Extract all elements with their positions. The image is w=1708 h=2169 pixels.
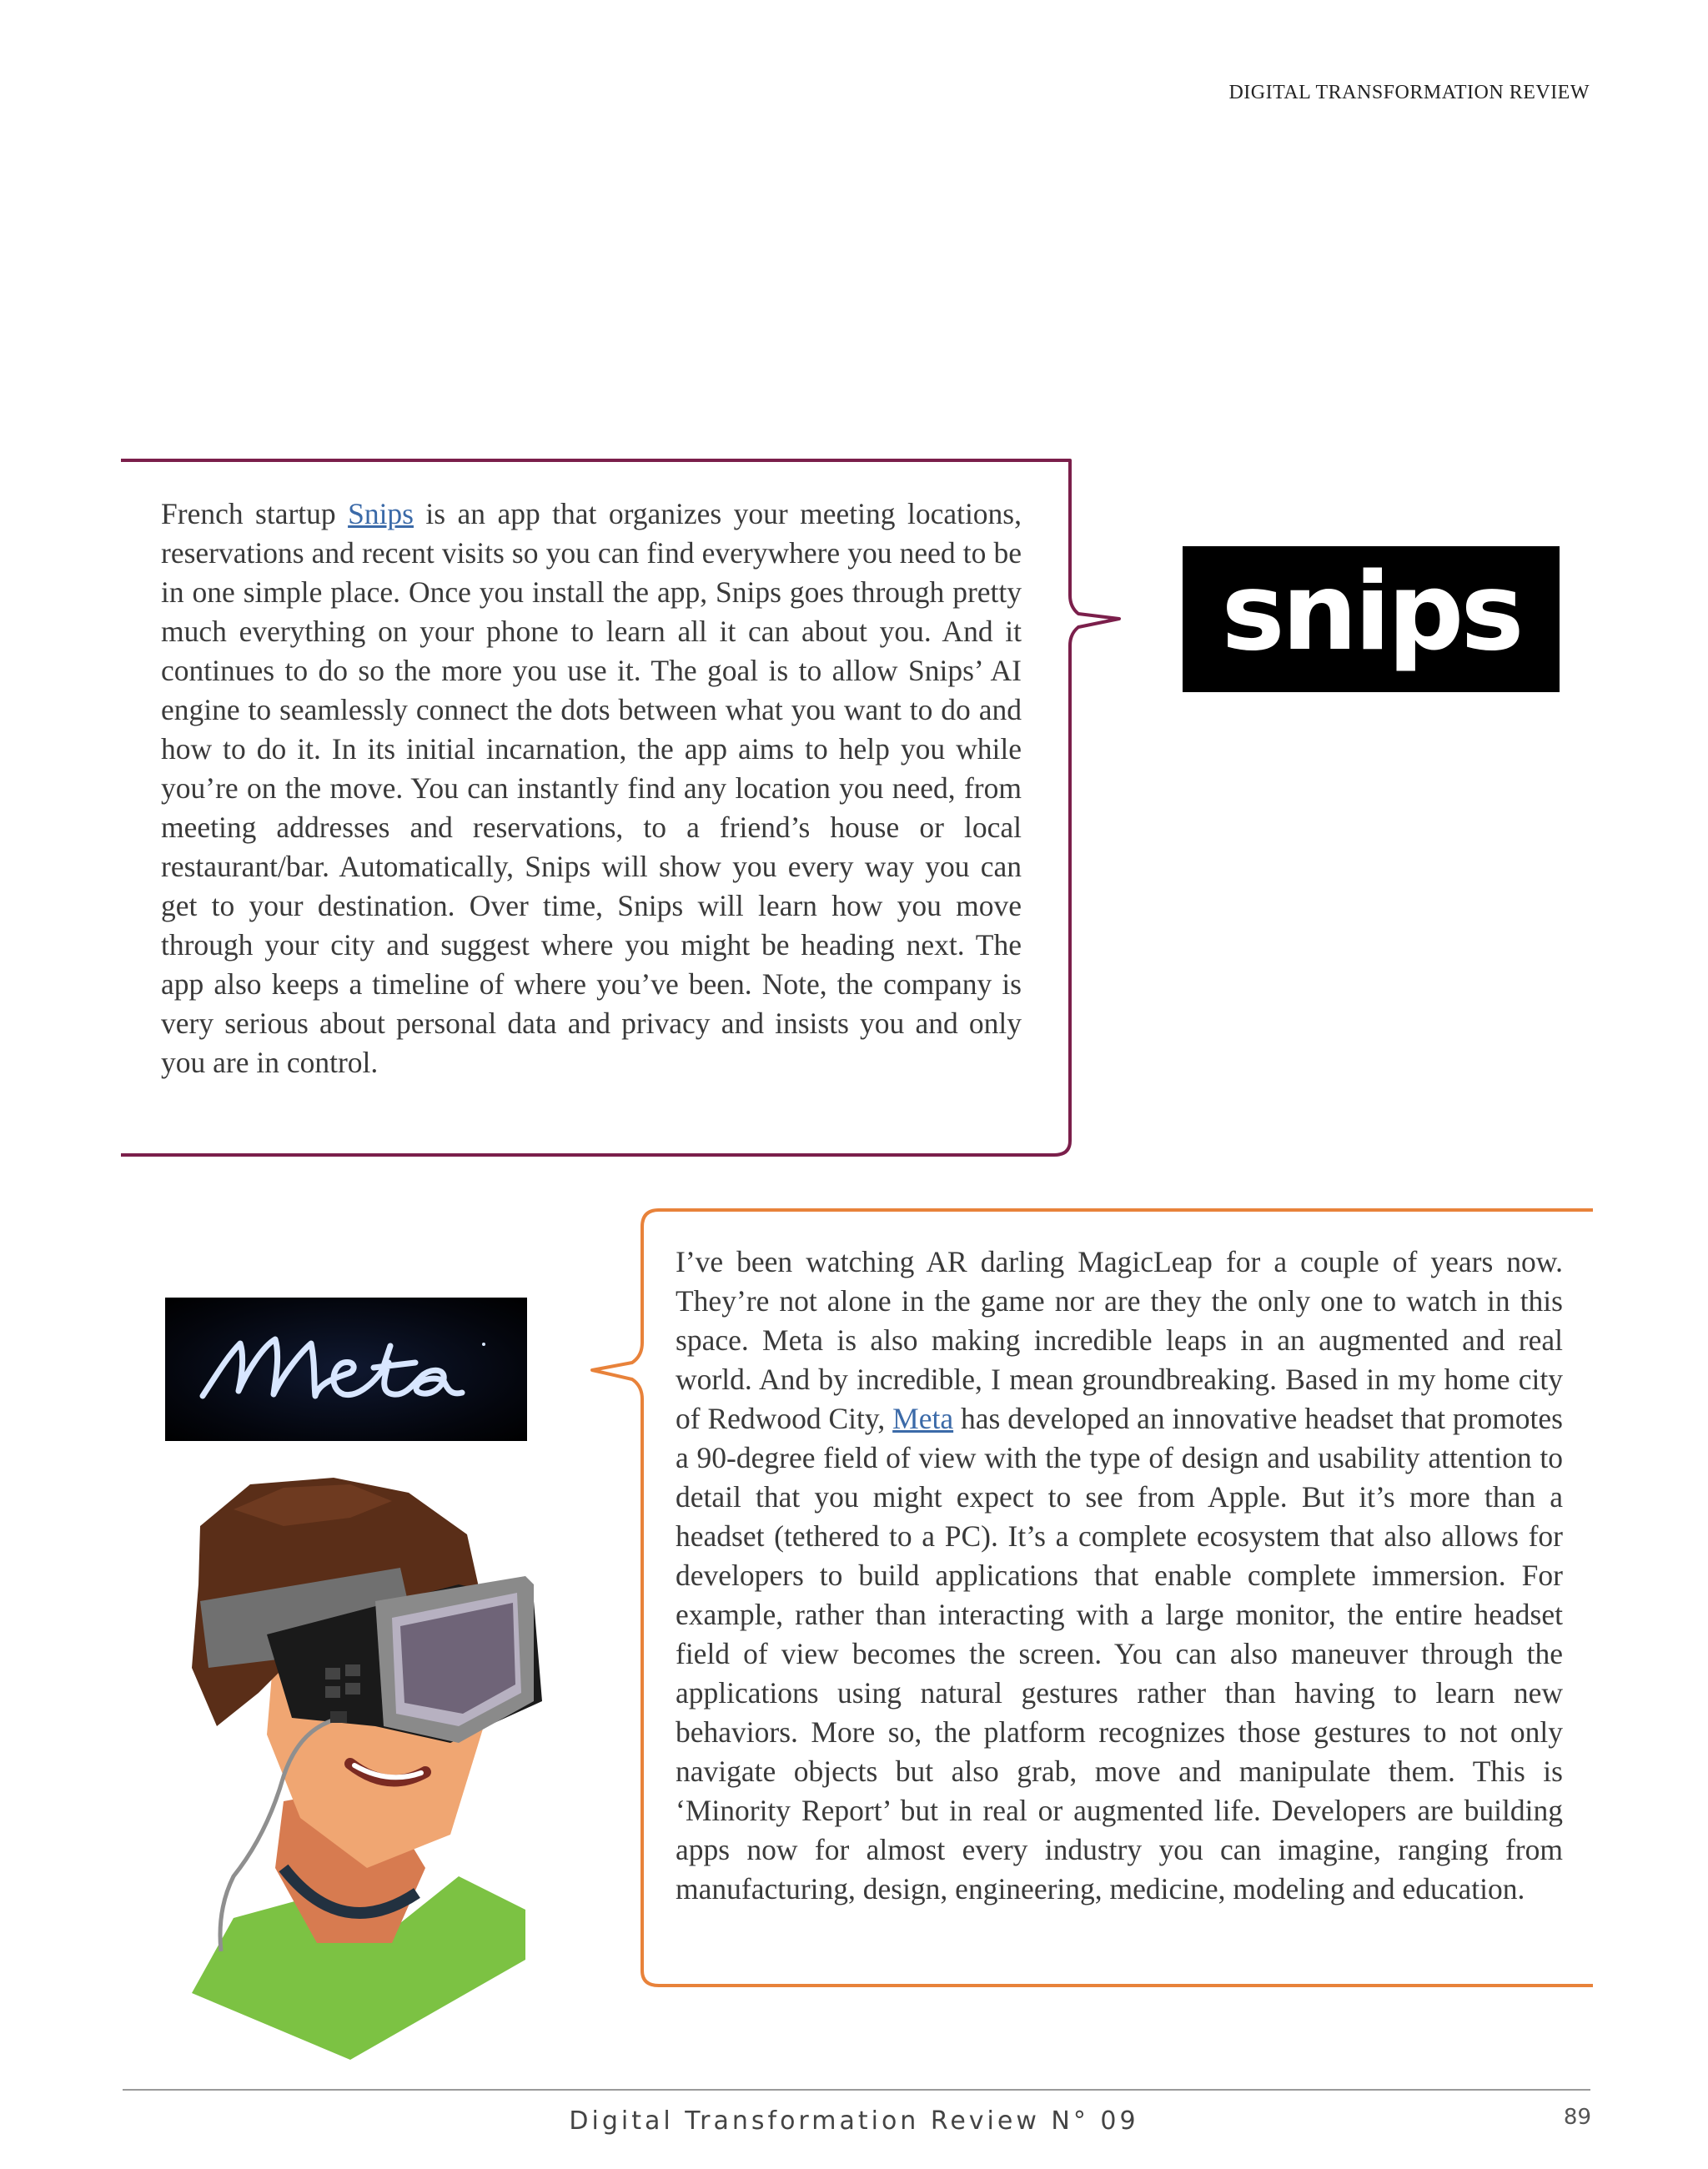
- meta-link[interactable]: Meta: [892, 1402, 954, 1435]
- snips-link[interactable]: Snips: [348, 497, 414, 530]
- snips-paragraph: French startup Snips is an app that organizes your meeting locations, reservations and recent visits so you can find everywhere you need to be in one simple place. Once you install the app, Snips goes through pretty much everything on your phone to learn all it can about you. And it continues to do so the more you use it. The goal is to allow Snips’ AI engine to seamlessly connect the dots between what you want to do and how to do it. In its initial incarnation, the app aims to help you while you’re on the move. You can instantly find any location you need, from meeting addresses and reservations, to a friend’s house or local restaurant/bar. Automatically, Snips will show you every way you can get to your destination. Over time, Snips will learn how you move through your city and suggest where you might be heading next. The app also keeps a timeline of where you’ve been. Note, the company is very serious about personal data and privacy and insists you and only you are in control.: [161, 497, 1022, 1079]
- footer-divider: [123, 2089, 1590, 2091]
- meta-paragraph: I’ve been watching AR darling MagicLeap for a couple of years now. They’re not alone in the game nor are they the only one to watch in this space. Meta is also making incredible leaps in an augmented and real world. And by incredible, I mean groundbreaking. Based in my home city of Redwood City, Meta has developed an innovative headset that promotes a 90-degree field of view with the type of design and usability attention to detail that you might expect to see from Apple. But it’s more than a headset (tethered to a PC). It’s a complete ecosystem that also allows for developers to build applications that enable complete immersion. For example, rather than interacting with a large monitor, the entire headset field of view becomes the screen. You can also maneuver through the applications using natural gestures rather than having to learn new behaviors. More so, the platform recognizes those gestures to not only navigate objects but also grab, move and manipulate them. This is ‘Minority Report’ but in real or augmented life. Developers are building apps now for almost every industry you can imagine, ranging from manufacturing, design, engineering, medicine, modeling and education.: [676, 1245, 1563, 1905]
- page-number: 89: [1563, 2105, 1591, 2130]
- running-header: DIGITAL TRANSFORMATION REVIEW: [1228, 82, 1590, 103]
- footer-title: Digital Transformation Review N° 09: [569, 2106, 1139, 2136]
- meta-logo: [165, 1298, 527, 1441]
- vr-headset-illustration: [183, 1476, 550, 2060]
- meta-logo-script: [165, 1298, 527, 1441]
- snips-logo: snips: [1183, 546, 1560, 692]
